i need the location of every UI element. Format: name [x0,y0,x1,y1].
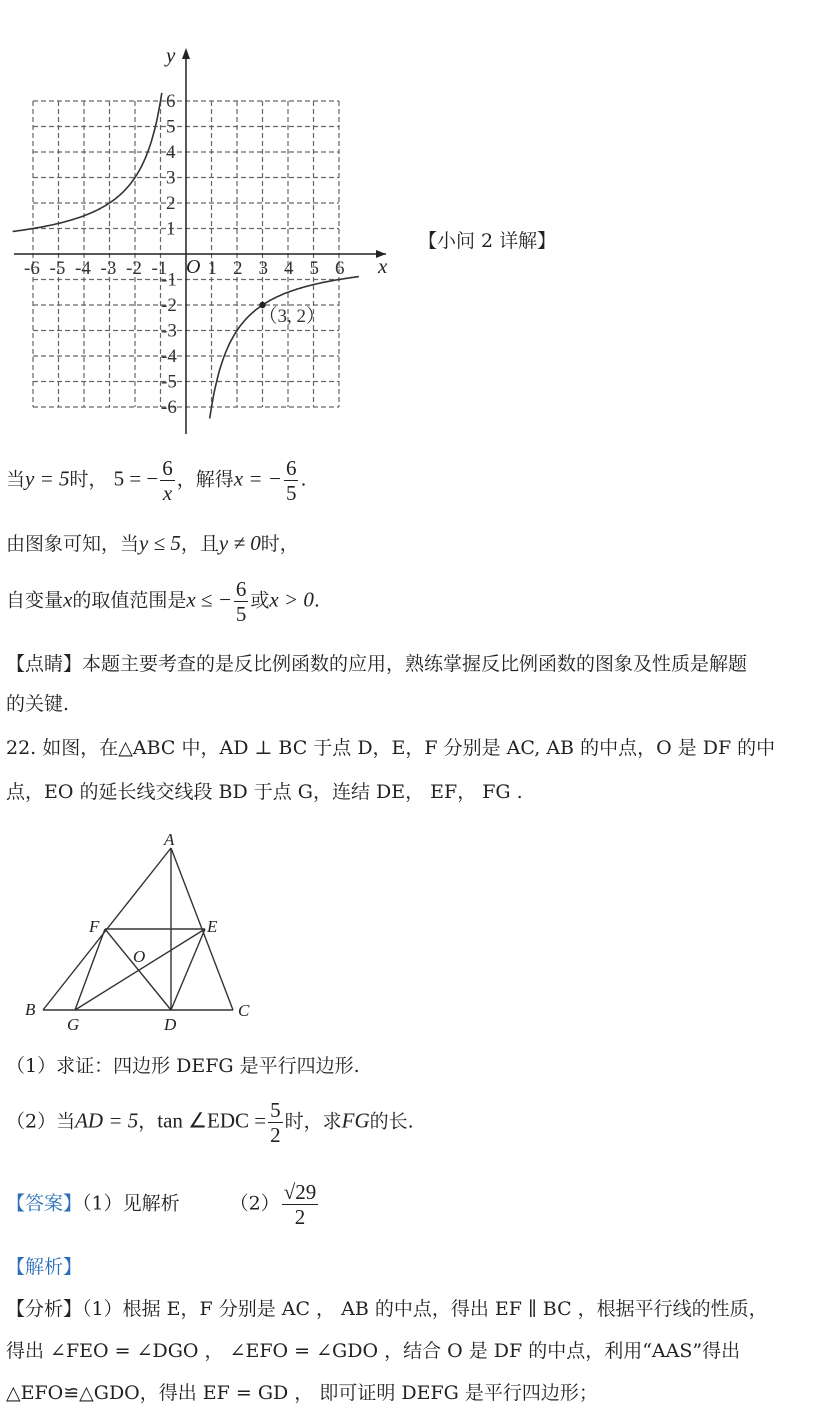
answer-line: 【答案】（1）见解析 （2） $\frac{√29}{2}$ [6,1180,317,1230]
x-tick-label: 4 [284,258,294,279]
label-F: F [89,917,100,936]
analysis-line-3: △EFO≌△GDO，得出 EF = GD ， 即可证明 DEFG 是平行四边形； [6,1382,598,1404]
fraction-sqrt29-over-2: $\frac{√29}{2}$ [283,1180,317,1230]
axes [14,48,386,434]
y-tick-label: -5 [161,371,177,393]
triangle-figure [20,825,270,1040]
comment-line-2: 的关键. [6,693,70,715]
x-tick-label: 2 [233,258,243,279]
solution-line-1: 当y = 5时， 5 = − $\frac{6}{x}$ ，解得x = − $\frac{6}{5}$ . [6,456,307,506]
y-tick-label: -2 [161,295,177,316]
segment-FG [75,929,105,1010]
answer-tag: 【答案】 [6,1192,83,1215]
part-1: （1）求证：四边形 DEFG 是平行四边形. [6,1055,360,1077]
label-C: C [238,1001,250,1020]
y-tick-label: 1 [166,218,176,240]
segment-FD [105,929,171,1010]
subquestion-heading: 【小问 2 详解】 [418,230,557,252]
y-tick-label: -3 [161,320,177,342]
y-axis-label: y [166,43,176,67]
y-tick-label: -1 [161,269,177,291]
fraction-6-over-5-range: $\frac{6}{5}$ [235,577,247,627]
point-label: （3, 2） [258,306,326,327]
label-E: E [207,917,218,936]
label-O: O [133,947,146,966]
x-tick-label: -6 [24,258,40,279]
y-tick-label: -4 [161,346,177,367]
fraction-6-over-x: $\frac{6}{x}$ [162,456,173,506]
label-B: B [25,1000,36,1019]
x-tick-label: -4 [75,258,91,279]
q22-line-2: 点，EO 的延长线交线段 BD 于点 G，连结 DE， EF， FG . [6,781,523,803]
x-axis-label: x [378,254,388,278]
x-tick-label: 3 [258,258,268,279]
y-tick-label: -6 [161,397,177,418]
curve-branch-upper-left [13,93,162,232]
curve-branch-lower-right [210,277,359,419]
x-tick-label: 1 [207,258,217,279]
origin-label: O [186,256,201,278]
solution-line-3: 自变量x的取值范围是x ≤ − $\frac{6}{5}$ 或x > 0. [6,577,320,627]
x-tick-label: -3 [100,258,117,279]
y-tick-label: 4 [166,142,176,163]
fraction-5-over-2: $\frac{5}{2}$ [270,1098,281,1148]
label-G: G [67,1015,80,1034]
y-tick-label: 5 [166,116,176,138]
analysis-tag: 【解析】 [6,1256,83,1278]
analysis-line-1: 【分析】（1）根据 E，F 分别是 AC ， AB 的中点，得出 EF ∥ BC ，根据平行线的性质， [6,1298,768,1320]
y-tick-label: 2 [166,193,176,214]
segment-EG [75,929,205,1010]
y-tick-label: 6 [166,91,176,112]
segment-ED [171,929,205,1010]
q22-line-1: 22. 如图，在△ABC 中，AD ⊥ BC 于点 D，E，F 分别是 AC, AB 的中点，O 是 DF 的中 [6,737,776,759]
function-graph [0,40,400,440]
part-2: （2）当AD = 5，tan ∠EDC = $\frac{5}{2}$ 时，求FG的长. [6,1098,414,1148]
label-D: D [164,1015,177,1034]
fraction-6-over-5: $\frac{6}{5}$ [285,456,297,506]
x-tick-label: 6 [335,258,345,279]
label-A: A [164,830,175,849]
solution-line-2: 由图象可知，当y ≤ 5，且y ≠ 0时， [6,531,299,555]
x-tick-label: 5 [309,258,319,279]
y-tick-label: 3 [166,167,176,189]
x-tick-label: -5 [49,258,66,279]
analysis-line-2: 得出 ∠FEO = ∠DGO ， ∠EFO = ∠GDO ，结合 O 是 DF 的中点，利用“AAS”得出 [6,1340,741,1362]
comment-line-1: 【点睛】本题主要考查的是反比例函数的应用，熟练掌握反比例函数的图象及性质是解题 [6,653,748,675]
x-tick-label: -2 [126,258,142,279]
x-tick-label: -1 [151,258,168,279]
y-axis-arrow [182,48,190,59]
